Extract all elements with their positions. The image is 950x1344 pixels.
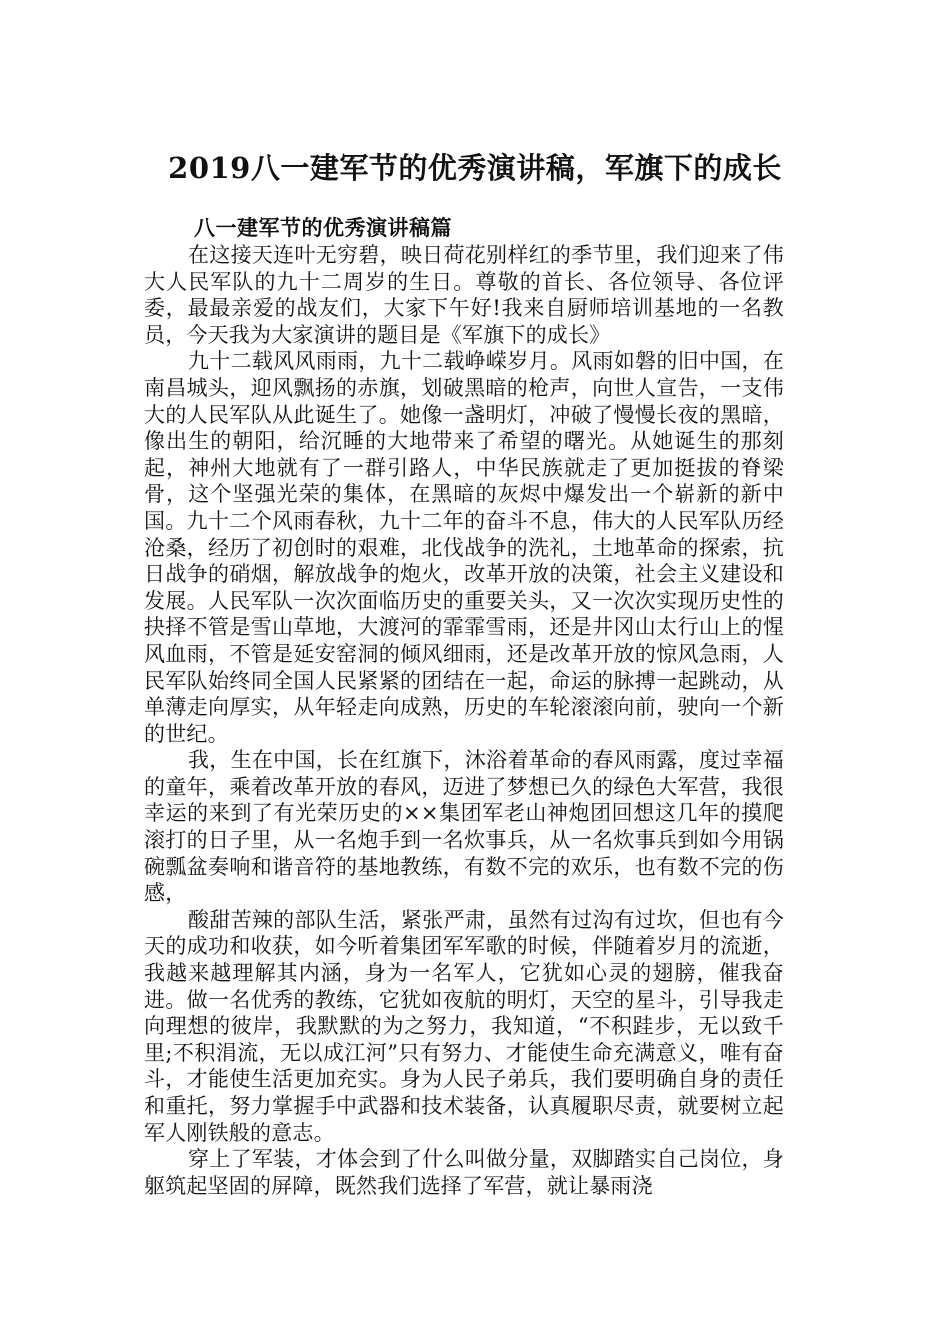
paragraph-2: 九十二载风风雨雨，九十二载峥嵘岁月。风雨如磐的旧中国，在南昌城头，迎风飘扬的赤旗，划破黑暗的枪声，向世人宣告，一支伟大的人民军队从此诞生了。她像一盏明灯，冲破了慢慢长夜的黑暗，像出生的朝阳，给沉睡的大地带来了希望的曙光。从她诞生的那刻起，神州大地就有了一群引路人，中华民族就走了更加挺拔的脊梁骨，这个坚强光荣的集体，在黑暗的灰烬中爆发出一个崭新的新中国。九十二个风雨春秋，九十二年的奋斗不息，伟大的人民军队历经沧桑，经历了初创时的艰难，北伐战争的洗礼，土地革命的探索，抗日战争的硝烟，解放战争的炮火，改革开放的决策，社会主义建设和发展。人民军队一次次面临历史的重要关头，又一次次实现历史性的抉择不管是雪山草地，大渡河的霏霏雪雨，还是井冈山太行山上的惺风血雨，不管是延安窑洞的倾风细雨，还是改革开放的惊风急雨，人民军队始终同全国人民紧紧的团结在一起，命运的脉搏一起跳动，从单薄走向厚实，从年轻走向成熟，历史的车轮滚滚向前，驶向一个新的世纪。 [144, 349, 784, 746]
paragraph-3: 我，生在中国，长在红旗下，沐浴着革命的春风雨露，度过幸福的童年，乘着改革开放的春风，迈进了梦想已久的绿色大军营，我很幸运的来到了有光荣历史的××集团军老山神炮团回想这几年的摸爬滚打的日子里，从一名炮手到一名炊事兵，从一名炊事兵到如今用锅碗瓢盆奏响和谐音符的基地教练，有数不完的欢乐，也有数不完的伤感， [144, 748, 784, 906]
section-heading: 八一建军节的优秀演讲稿篇 [194, 215, 452, 240]
document-body [144, 214, 784, 1199]
paragraph-4: 酸甜苦辣的部队生活，紧张严肃，虽然有过沟有过坎，但也有今天的成功和收获，如今听着集团军军歌的时候，伴随着岁月的流逝，我越来越理解其内涵，身为一名军人，它犹如心灵的翅膀，催我奋进。做一名优秀的教练，它犹如夜航的明灯，天空的星斗，引导我走向理想的彼岸，我默默的为之努力，我知道，“不积跬步，无以致千里;不积涓流，无以成江河”只有努力、才能使生命充满意义，唯有奋斗，才能使生活更加充实。身为人民子弟兵，我们要明确自身的责任和重托，努力掌握手中武器和技术装备，认真履职尽责，就要树立起军人刚铁般的意志。 [144, 907, 784, 1145]
document-title: 2019八一建军节的优秀演讲稿，军旗下的成长 [168, 151, 782, 185]
paragraph-1: 在这接天连叶无穷碧，映日荷花别样红的季节里，我们迎来了伟大人民军队的九十二周岁的生日。尊敬的首长、各位领导、各位评委，最最亲爱的战友们，大家下午好!我来自厨师培训基地的一名教员，今天我为大家演讲的题目是《军旗下的成长》 [144, 243, 784, 347]
paragraph-5: 穿上了军装，才体会到了什么叫做分量，双脚踏实自己岗位，身躯筑起坚固的屏障，既然我们选择了军营，就让暴雨浇 [144, 1147, 784, 1198]
